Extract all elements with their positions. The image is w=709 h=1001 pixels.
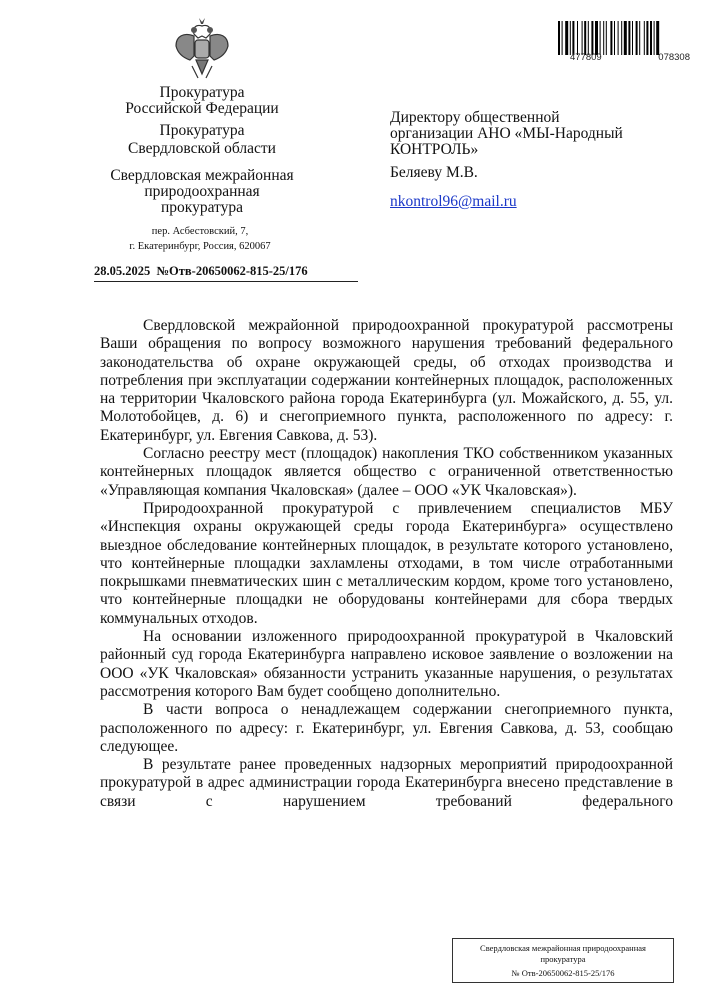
org-federal-line2: Российской Федерации [125,100,279,117]
registration-line [94,264,358,282]
barcode-bar [603,21,604,55]
recipient-email-wrap [390,194,517,210]
stamp-line3: № Отв-20650062-815-25/176 [511,968,615,978]
barcode-digits [570,52,690,63]
letter-body [100,317,673,811]
barcode-bar [644,21,645,55]
org-block-local [100,168,304,216]
document-number: №Отв-20650062-815-25/176 [156,264,308,278]
barcode-bar [621,21,622,55]
org-federal-line1: Прокуратура [159,84,245,101]
address-line2: г. Екатеринбург, Россия, 620067 [129,241,271,252]
barcode-bar [656,21,659,55]
barcode-bar [570,21,571,55]
barcode-bar [614,21,615,55]
barcode-bar [628,21,630,55]
recipient-block [390,110,623,158]
barcode-bar [558,21,560,55]
barcode-bar [584,21,586,55]
recipient-line1: Директору общественной [390,109,560,126]
paragraph-2: Согласно реестру мест (площадок) накопления ТКО собственником указанных контейнерных площадок является общество с ограниченной ответственностью «Управляющая компания Чкаловская» (далее – ООО «УК Чкаловская»). [100,445,673,499]
registration-stamp [452,938,674,983]
paragraph-5: В части вопроса о ненадлежащем содержании снегоприемного пункта, расположенного по адресу: г. Екатеринбург, ул. Евгения Савкова, д. 53, сообщаю следующее. [100,701,673,755]
barcode-right-digits: 078308 [658,52,690,63]
recipient-line2: организации АНО «МЫ-Народный [390,125,623,142]
barcode-bar [650,21,652,55]
barcode-bar [654,21,655,55]
barcode-bar [595,21,598,55]
paragraph-1: Свердловской межрайонной природоохранной прокуратурой рассмотрены Ваши обращения по вопросу возможного нарушения требований федерального законодательства об охране окружающей среды, об отходах производства и потребления при эксплуатации содержании контейнерных площадок, расположенных на территории Чкаловского района города Екатеринбурга (ул. Можайского, д. 55, ул. Молотобойцев, д. 6) и снегоприемного пункта, расположенного по адресу: г. Екатеринбург, ул. Евгения Савкова, д. 53). [100,317,673,444]
barcode-left-digits: 477809 [570,52,602,63]
barcode-bar [632,21,633,55]
barcode-bar [624,21,627,55]
recipient-email-link[interactable]: nkontrol96@mail.ru [390,193,517,210]
coat-of-arms-emblem [172,16,232,82]
org-address [90,224,310,254]
stamp-line2: прокуратура [540,954,586,964]
paragraph-3: Природоохранной прокуратурой с привлечением специалистов МБУ «Инспекция охраны окружающей среды города Екатеринбурга» осуществлено выездное обследование контейнерных площадок, в результате которого установлено, что контейнерные площадки захламлены отходами, в том числе отработанными покрышками пневматических шин с металлическим кордом, кроме того установлено, что контейнерные площадки не оборудованы контейнерами для сбора твердых коммунальных отходов. [100,499,673,627]
document-date: 28.05.2025 [94,264,151,278]
org-block-regional [100,122,304,158]
barcode-bar [591,21,593,55]
barcode-bar [565,21,568,55]
barcode-bar [610,21,612,55]
stamp-line1: Свердловская межрайонная природоохранная [480,943,646,953]
org-local-line3: прокуратура [160,199,244,216]
barcode-bar [562,21,563,55]
barcode-bar [646,21,648,55]
barcode-bar [600,21,601,55]
barcode-bar [577,21,578,55]
org-regional-line1: Прокуратура [159,122,245,139]
recipient-line3: КОНТРОЛЬ» [390,141,479,158]
paragraph-4: На основании изложенного природоохранной прокуратурой в Чкаловский районный суд города Екатеринбурга направлено исковое заявление о возложении на ООО «УК Чкаловская» обязанности устранить указанные нарушения, о результатах рассмотрения которого Вам будет сообщено дополнительно. [100,628,673,700]
barcode-bar [636,21,638,55]
barcode-bar [582,21,583,55]
barcode-bar [618,21,619,55]
org-local-line2: природоохранная [144,183,260,200]
address-line1: пер. Асбестовский, 7, [151,226,249,237]
org-regional-line2: Свердловской области [128,140,276,157]
barcode-bar [572,21,574,55]
barcode-bar [606,21,607,55]
recipient-name: Беляеву М.В. [390,164,478,181]
org-block-federal [100,85,304,117]
org-local-line1: Свердловская межрайонная [110,167,294,184]
barcode-bar [588,21,589,55]
barcode-bar [639,21,640,55]
paragraph-6: В результате ранее проведенных надзорных мероприятий природоохранной прокуратурой в адрес администрации города Екатеринбурга внесено представление в связи с нарушением требований федерального [100,756,673,810]
